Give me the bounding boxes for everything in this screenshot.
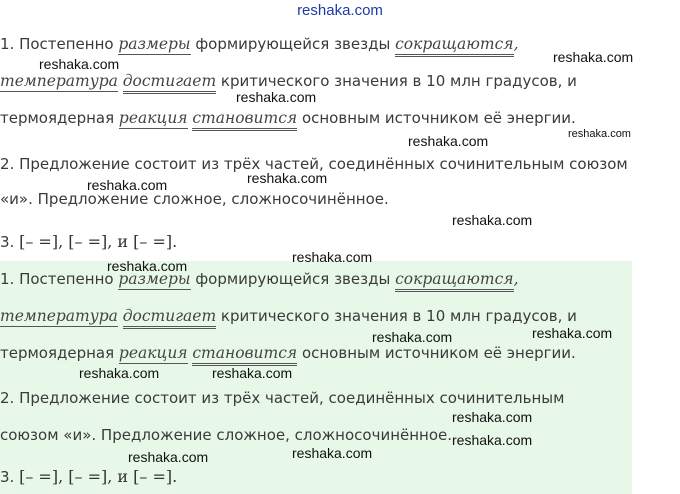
watermark: reshaka.com — [292, 249, 373, 265]
subject: температура — [0, 72, 118, 90]
predicate: становится — [192, 344, 297, 366]
watermark: reshaka.com — [452, 432, 533, 448]
watermark: reshaka.com — [212, 365, 293, 381]
predicate: достигает — [123, 307, 216, 329]
scheme-line — [0, 231, 177, 253]
item-text: критического значения в 10 млн градусов, и — [216, 307, 577, 325]
watermark: reshaka.com — [532, 325, 613, 341]
watermark: reshaka.com — [292, 445, 373, 461]
watermark: reshaka.com — [247, 170, 328, 186]
answer-line — [0, 305, 577, 327]
sentence-scheme: [– =], [– =], и [– =]. — [19, 232, 178, 251]
watermark: reshaka.com — [553, 49, 634, 65]
punctuation: , — [513, 270, 519, 288]
watermark: reshaka.com — [39, 56, 120, 72]
site-title[interactable]: reshaka.com — [297, 2, 383, 19]
subject: реакция — [118, 109, 188, 127]
punctuation: , — [513, 35, 519, 53]
subject: реакция — [118, 344, 188, 362]
item-text: 1. Постепенно — [0, 35, 119, 53]
watermark: reshaka.com — [128, 449, 209, 465]
sentence-scheme: [– =], [– =], и [– =]. — [19, 467, 178, 486]
analysis-line: 2. Предложение состоит из трёх частей, соединённых сочинительным союзом — [0, 155, 628, 173]
watermark: reshaka.com — [452, 409, 533, 425]
analysis-line: 2. Предложение состоит из трёх частей, соединённых сочинительным — [0, 389, 565, 407]
answer-line — [0, 342, 576, 364]
subject: размеры — [118, 35, 191, 53]
analysis-line: союзом «и». Предложение сложное, сложносочинённое. — [0, 426, 453, 444]
predicate: достигает — [123, 72, 216, 94]
subject: температура — [0, 307, 118, 325]
item-text: основным источником её энергии. — [297, 344, 576, 362]
answer-line — [0, 268, 519, 290]
watermark: reshaka.com — [87, 177, 168, 193]
predicate: становится — [192, 109, 297, 131]
watermark: reshaka.com — [236, 89, 317, 105]
item-text: формирующейся звезды — [190, 270, 396, 288]
watermark: reshaka.com — [568, 128, 631, 140]
item-text: 1. Постепенно — [0, 270, 119, 288]
answer-line — [0, 33, 519, 55]
predicate: сокращаются — [395, 35, 513, 57]
subject: размеры — [118, 270, 191, 288]
item-number: 3. — [0, 468, 20, 486]
item-text: термоядерная — [0, 109, 119, 127]
answer-line — [0, 107, 576, 129]
item-text: критического значения в 10 млн градусов, и — [216, 72, 577, 90]
item-text: основным источником её энергии. — [297, 109, 576, 127]
watermark: reshaka.com — [408, 133, 489, 149]
item-number: 3. — [0, 233, 20, 251]
item-text: формирующейся звезды — [190, 35, 396, 53]
watermark: reshaka.com — [107, 258, 188, 274]
scheme-line — [0, 466, 177, 488]
watermark: reshaka.com — [452, 212, 533, 228]
predicate: сокращаются — [395, 270, 513, 292]
item-text: термоядерная — [0, 344, 119, 362]
analysis-line: «и». Предложение сложное, сложносочинённое. — [0, 190, 389, 208]
watermark: reshaka.com — [372, 329, 453, 345]
watermark: reshaka.com — [79, 365, 160, 381]
